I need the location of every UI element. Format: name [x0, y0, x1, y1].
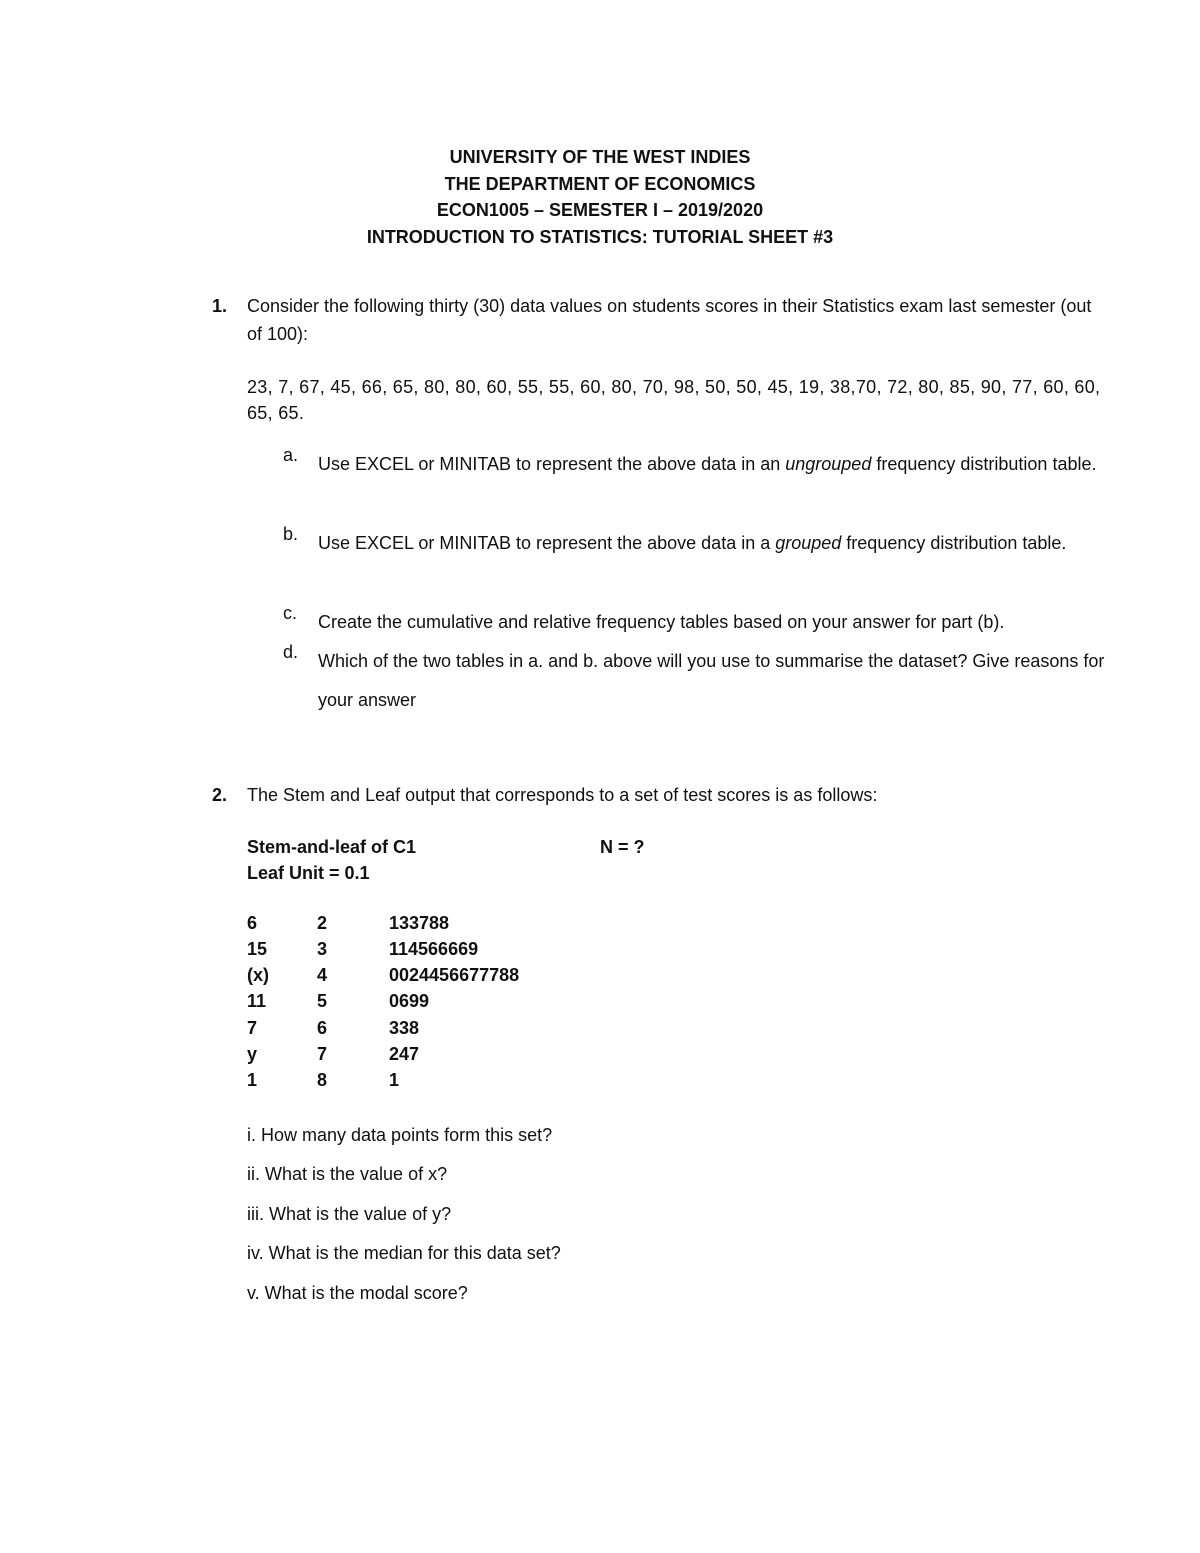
row-leaves: 0699: [389, 991, 430, 1011]
part-c-text: Create the cumulative and relative frequency tables based on your answer for part (b).: [318, 612, 1005, 632]
row-stem: 4: [317, 965, 328, 985]
row-stem: 8: [317, 1070, 328, 1090]
stem-leaf-title: Stem-and-leaf of C1: [247, 837, 417, 857]
stem-leaf-row: [247, 1044, 647, 1070]
row-leaves: 1: [389, 1070, 400, 1090]
part-b-text-pre: Use EXCEL or MINITAB to represent the above data in a: [318, 533, 776, 553]
header-title: INTRODUCTION TO STATISTICS: TUTORIAL SHEET #3: [366, 226, 834, 247]
question-2-number: 2.: [212, 785, 228, 805]
row-count: 15: [247, 939, 268, 959]
question-2-item-ii: ii. What is the value of x?: [247, 1164, 448, 1184]
part-c-letter: c.: [283, 603, 298, 623]
question-2-item-i: i. How many data points form this set?: [247, 1125, 553, 1145]
row-leaves: 247: [389, 1044, 420, 1064]
row-stem: 6: [317, 1018, 328, 1038]
part-b-letter: b.: [283, 524, 299, 544]
header-university: UNIVERSITY OF THE WEST INDIES: [449, 147, 751, 167]
row-count: (x): [247, 965, 269, 985]
question-2-item-v: v. What is the modal score?: [247, 1283, 468, 1303]
row-stem: 3: [317, 939, 328, 959]
row-count: 1: [247, 1070, 258, 1090]
stem-leaf-row: [247, 965, 647, 991]
question-2-item-iii: iii. What is the value of y?: [247, 1204, 452, 1224]
row-leaves: 338: [389, 1018, 420, 1038]
part-a-text: [318, 445, 1108, 484]
stem-leaf-unit: Leaf Unit = 0.1: [247, 863, 370, 883]
part-a-letter: a.: [283, 445, 299, 465]
part-d-letter: d.: [283, 642, 299, 662]
row-count: 7: [247, 1018, 258, 1038]
question-1-data-values: 23, 7, 67, 45, 66, 65, 80, 80, 60, 55, 55, 60, 80, 70, 98, 50, 50, 45, 19, 38,70, 72, 80, 85, 90, 77, 60, 60, 65, 65.: [247, 377, 1101, 423]
stem-leaf-row: [247, 1070, 647, 1096]
part-a-text-emphasis: ungrouped: [785, 454, 872, 474]
row-leaves: 0024456677788: [389, 965, 520, 985]
document-header: [0, 144, 1200, 250]
row-leaves: 114566669: [389, 939, 479, 959]
stem-leaf-row: [247, 939, 647, 965]
question-1-intro: Consider the following thirty (30) data values on students scores in their Statistics exam last semester (out of 100):: [247, 296, 1092, 344]
row-count: y: [247, 1044, 258, 1064]
question-2-intro: The Stem and Leaf output that corresponds to a set of test scores is as follows:: [247, 785, 878, 805]
part-b-text-emphasis: grouped: [775, 533, 842, 553]
row-stem: 2: [317, 913, 328, 933]
part-a-text-pre: Use EXCEL or MINITAB to represent the above data in an: [318, 454, 786, 474]
row-count: 11: [247, 991, 267, 1011]
stem-leaf-row: [247, 913, 647, 939]
question-2-item-iv: iv. What is the median for this data set?: [247, 1243, 561, 1263]
row-stem: 7: [317, 1044, 328, 1064]
part-b-text-post: frequency distribution table.: [841, 533, 1067, 553]
part-d-text: Which of the two tables in a. and b. above will you use to summarise the dataset? Give reasons for your answer: [318, 651, 1105, 710]
stem-leaf-n-label: N = ?: [600, 837, 645, 857]
header-department: THE DEPARTMENT OF ECONOMICS: [444, 173, 756, 194]
question-1-number: 1.: [212, 296, 228, 316]
stem-leaf-row: [247, 991, 647, 1017]
part-b-text: [318, 524, 1108, 563]
row-stem: 5: [317, 991, 328, 1011]
row-leaves: 133788: [389, 913, 450, 933]
part-a-text-post: frequency distribution table.: [871, 454, 1097, 474]
row-count: 6: [247, 913, 258, 933]
header-course: ECON1005 – SEMESTER I – 2019/2020: [436, 200, 764, 220]
stem-leaf-row: [247, 1018, 647, 1044]
